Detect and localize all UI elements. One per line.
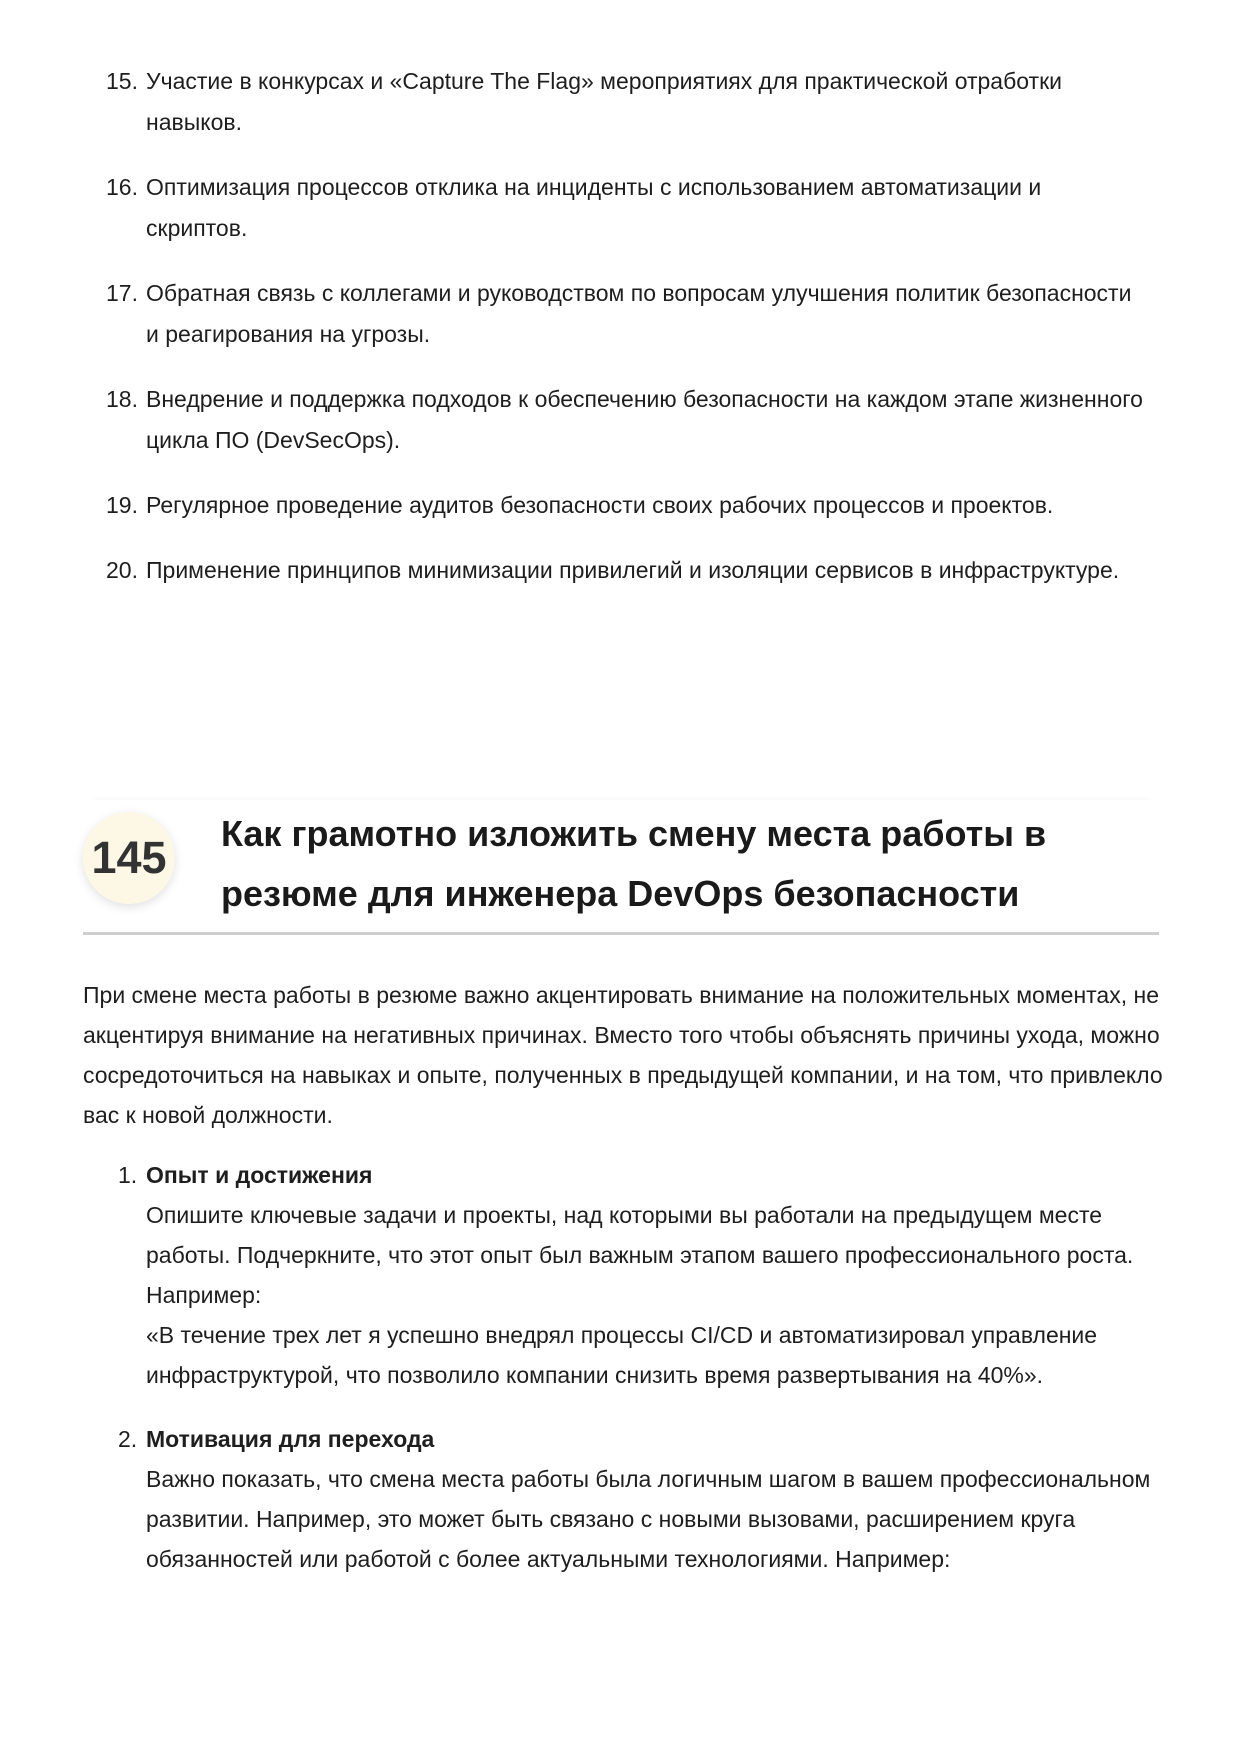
list-item-number: 1. bbox=[118, 1162, 138, 1188]
list-item-number: 17. bbox=[106, 280, 138, 306]
list-item-text: Применение принципов минимизации привилегий и изоляции сервисов в инфраструктуре. bbox=[146, 557, 1120, 583]
intro-paragraph: При смене места работы в резюме важно акцентировать внимание на положительных моментах, не акцентируя внимание на негативных причинах. Вместо того чтобы объяснять причины ухода, можно сосредоточиться на навыках и опыте, полученных в предыдущей компании, и на том, что привлекло вас к новой должности. bbox=[83, 982, 1163, 1128]
list-item-text: Внедрение и поддержка подходов к обеспечению безопасности на каждом этапе жизненного цикла ПО (DevSecOps). bbox=[146, 386, 1143, 453]
list-item-text: Участие в конкурсах и «Capture The Flag» мероприятиях для практической отработки навыков. bbox=[146, 68, 1063, 135]
list-item bbox=[118, 1155, 1158, 1395]
list-item bbox=[106, 379, 1146, 461]
list-item bbox=[118, 1419, 1158, 1579]
list-item-title: Мотивация для перехода bbox=[146, 1426, 435, 1452]
list-item-text: Важно показать, что смена места работы была логичным шагом в вашем профессиональном развитии. Например, это может быть связано с новыми вызовами, расширением круга обязанностей или работой с более актуальными технологиями. Например: bbox=[146, 1466, 1151, 1572]
list-item bbox=[106, 273, 1146, 355]
list-item-quote: «В течение трех лет я успешно внедрял процессы CI/CD и автоматизировал управление инфраструктурой, что позволило компании снизить время развертывания на 40%». bbox=[146, 1322, 1098, 1388]
section-header bbox=[83, 800, 1159, 935]
section-number-badge: 145 bbox=[83, 812, 175, 904]
list-item-text: Оптимизация процессов отклика на инциденты с использованием автоматизации и скриптов. bbox=[146, 174, 1042, 241]
list-item-number: 20. bbox=[106, 557, 138, 583]
section-title: Как грамотно изложить смену места работы в резюме для инженера DevOps безопасности bbox=[221, 813, 1047, 914]
list-item-text: Опишите ключевые задачи и проекты, над которыми вы работали на предыдущем месте работы. Подчеркните, что этот опыт был важным этапом вашего профессионального роста. Например: bbox=[146, 1202, 1134, 1308]
list-item-number: 2. bbox=[118, 1426, 138, 1452]
list-item-number: 18. bbox=[106, 386, 138, 412]
detail-numbered-list bbox=[118, 1155, 1158, 1603]
list-item-title: Опыт и достижения bbox=[146, 1162, 373, 1188]
list-item-text: Регулярное проведение аудитов безопасности своих рабочих процессов и проектов. bbox=[146, 492, 1054, 518]
list-item-body bbox=[146, 1419, 1156, 1579]
list-item-number: 19. bbox=[106, 492, 138, 518]
list-item-body bbox=[146, 1155, 1156, 1395]
list-item bbox=[106, 167, 1146, 249]
top-numbered-list bbox=[106, 61, 1146, 615]
list-item bbox=[106, 61, 1146, 143]
list-item-text: Обратная связь с коллегами и руководством по вопросам улучшения политик безопасности и реагирования на угрозы. bbox=[146, 280, 1132, 347]
list-item-number: 15. bbox=[106, 68, 138, 94]
list-item-number: 16. bbox=[106, 174, 138, 200]
list-item bbox=[106, 550, 1146, 591]
list-item bbox=[106, 485, 1146, 526]
